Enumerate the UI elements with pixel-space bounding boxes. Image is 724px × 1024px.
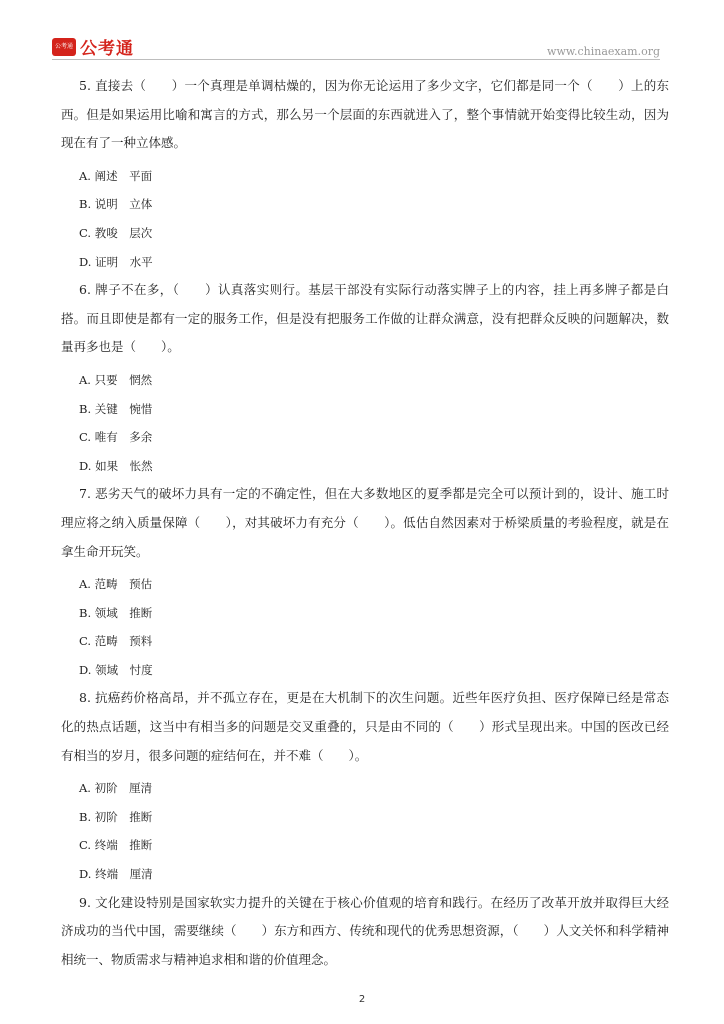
site-url: www.chinaexam.org xyxy=(547,45,660,58)
header-divider xyxy=(52,59,660,60)
option-a: A. 初阶 厘清 xyxy=(79,781,153,796)
option-b: B. 关键 惋惜 xyxy=(79,401,153,416)
option-c: C. 教唆 层次 xyxy=(79,225,153,240)
option-b: B. 初阶 推断 xyxy=(79,809,153,824)
option-c: C. 唯有 多余 xyxy=(79,430,153,445)
question-8 xyxy=(61,684,669,888)
logo xyxy=(52,34,134,59)
option-a: A. 范畴 预估 xyxy=(79,577,153,592)
logo-text: 公考通 xyxy=(80,39,134,59)
question-6 xyxy=(61,276,669,480)
page-header xyxy=(0,0,724,62)
question-stem: 8. 抗癌药价格高昂，并不孤立存在，更是在大机制下的次生问题。近些年医疗负担、医疗保障已经是常态化的热点话题，这当中有相当多的问题是交叉重叠的，只是由不同的（ ）形式呈现出来。中国的医改已经有相当的岁月，很多问题的症结何在，并不难（ ）。 xyxy=(61,690,669,763)
question-stem: 9. 文化建设特别是国家软实力提升的关键在于核心价值观的培育和践行。在经历了改革开放并取得巨大经济成功的当代中国，需要继续（ ）东方和西方、传统和现代的优秀思想资源，（ ）人文关怀和科学精神相统一、物质需求与精神追求相和谐的价值理念。 xyxy=(61,894,669,967)
option-a: A. 只要 惘然 xyxy=(79,372,153,387)
question-7 xyxy=(61,480,669,684)
question-list xyxy=(61,72,669,978)
question-5 xyxy=(61,72,669,276)
question-stem: 5. 直接去（ ）一个真理是单调枯燥的，因为你无论运用了多少文字，它们都是同一个（ ）上的东西。但是如果运用比喻和寓言的方式，那么另一个层面的东西就进入了，整个事情就开始变得比较生动，因为现在有了一种立体感。 xyxy=(61,78,669,151)
option-d: D. 如果 怅然 xyxy=(79,458,153,473)
question-stem: 7. 恶劣天气的破坏力具有一定的不确定性，但在大多数地区的夏季都是完全可以预计到的，设计、施工时理应将之纳入质量保障（ ），对其破坏力有充分（ ）。低估自然因素对于桥梁质量的考验程度，就是在拿生命开玩笑。 xyxy=(61,486,669,559)
option-d: D. 终端 厘清 xyxy=(79,867,153,882)
option-b: B. 领域 推断 xyxy=(79,605,153,620)
option-b: B. 说明 立体 xyxy=(79,197,153,212)
logo-badge-icon: 公考通 xyxy=(52,38,76,56)
option-c: C. 范畴 预料 xyxy=(79,634,153,649)
question-stem: 6. 牌子不在多，（ ）认真落实则行。基层干部没有实际行动落实牌子上的内容，挂上再多牌子都是白搭。而且即使是都有一定的服务工作，但是没有把服务工作做的让群众满意，没有把群众反映的问题解决，数量再多也是（ ）。 xyxy=(61,282,669,355)
page-number: 2 xyxy=(358,994,366,1005)
question-9 xyxy=(61,889,669,975)
option-a: A. 阐述 平面 xyxy=(79,168,153,183)
option-d: D. 领域 忖度 xyxy=(79,662,153,677)
option-c: C. 终端 推断 xyxy=(79,838,153,853)
option-d: D. 证明 水平 xyxy=(79,254,153,269)
